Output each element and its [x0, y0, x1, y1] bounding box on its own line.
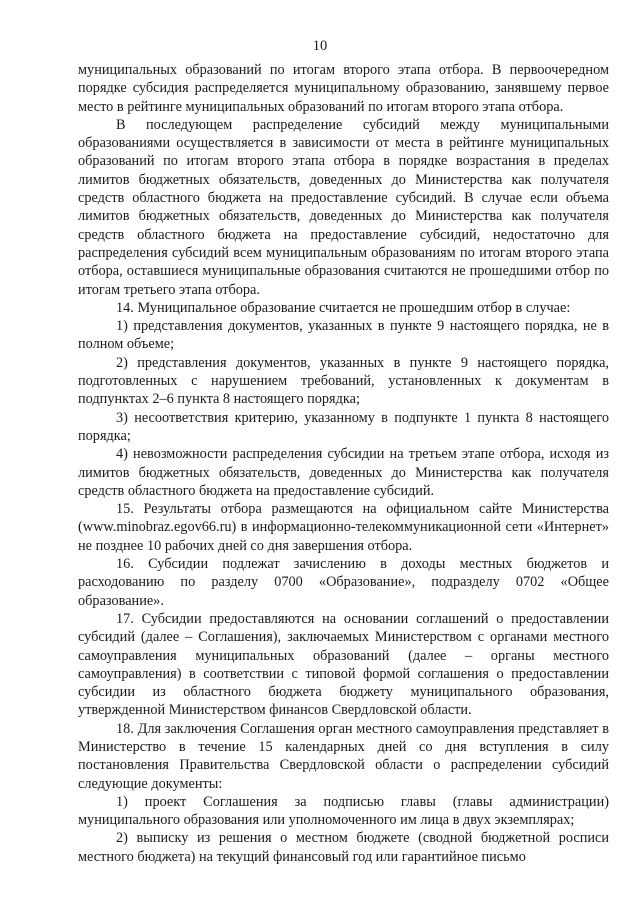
document-body [78, 61, 609, 866]
paragraph-continuation: муниципальных образований по итогам второго этапа отбора. В первоочередном порядке субсидия распределяется муниципальному образованию, занявшему первое место в рейтинге муниципальных образований по итогам второго этапа отбора. [78, 62, 609, 115]
paragraph-clause-14-item-3: 3) несоответствия критерию, указанному в подпункте 1 пункта 8 настоящего порядка; [78, 409, 609, 444]
paragraph-clause-16: 16. Субсидии подлежат зачислению в доходы местных бюджетов и расходованию по разделу 0700 «Образование», подразделу 0702 «Общее образование». [78, 556, 609, 609]
paragraph-clause-14: 14. Муниципальное образование считается не прошедшим отбор в случае: [116, 299, 571, 316]
paragraph-clause-17: 17. Субсидии предоставляются на основании соглашений о предоставлении субсидий (далее – Соглашения), заключаемых Министерством с органами местного самоуправления муниципальных образований (далее – органы местного самоуправления) в соответствии с типовой формой соглашения о предоставлении субсидии из областного бюджета бюджету муниципального образования, утвержденной Министерством финансов Свердловской области. [78, 610, 609, 719]
paragraph-distribution: В последующем распределение субсидий между муниципальными образованиями осуществляется в зависимости от места в рейтинге муниципальных образований по итогам второго этапа отбора в порядке возрастания в пределах лимитов бюджетных обязательств, доведенных до Министерства как получателя средств областного бюджета на предоставление субсидий. В случае если объема лимитов бюджетных обязательств, доведенных до Министерства как получателя средств областного бюджета на предоставление субсидий, недостаточно для распределения субсидий всем муниципальным образованиям по итогам второго этапа отбора, оставшиеся муниципальные образования считаются не прошедшими отбор по итогам третьего этапа отбора. [78, 116, 609, 298]
paragraph-clause-15: 15. Результаты отбора размещаются на официальном сайте Министерства (www.minobraz.egov66.ru) в информационно-телекоммуникационной сети «Интернет» не позднее 10 рабочих дней со дня завершения отбора. [78, 501, 609, 554]
paragraph-clause-18: 18. Для заключения Соглашения орган местного самоуправления представляет в Министерство в течение 15 календарных дней со дня вступления в силу постановления Правительства Свердловской области о распределении субсидий следующие документы: [78, 720, 609, 792]
paragraph-clause-14-item-4: 4) невозможности распределения субсидии на третьем этапе отбора, исходя из лимитов бюджетных обязательств, доведенных до Министерства как получателя средств областного бюджета на предоставление субсидий. [78, 446, 609, 499]
paragraph-clause-14-item-2: 2) представления документов, указанных в пункте 9 настоящего порядка, подготовленных с нарушением требований, установленных к документам в подпунктах 2–6 пункта 8 настоящего порядка; [78, 354, 609, 408]
paragraph-clause-18-item-1: 1) проект Соглашения за подписью главы (главы администрации) муниципального образования или уполномоченного им лица в двух экземплярах; [78, 793, 609, 829]
paragraph-clause-18-item-2: 2) выписку из решения о местном бюджете (сводной бюджетной росписи местного бюджета) на текущий финансовый год или гарантийное письмо [78, 830, 609, 865]
paragraph-clause-14-item-1: 1) представления документов, указанных в пункте 9 настоящего порядка, не в полном объеме; [78, 318, 609, 353]
page-number: 10 [312, 38, 328, 54]
